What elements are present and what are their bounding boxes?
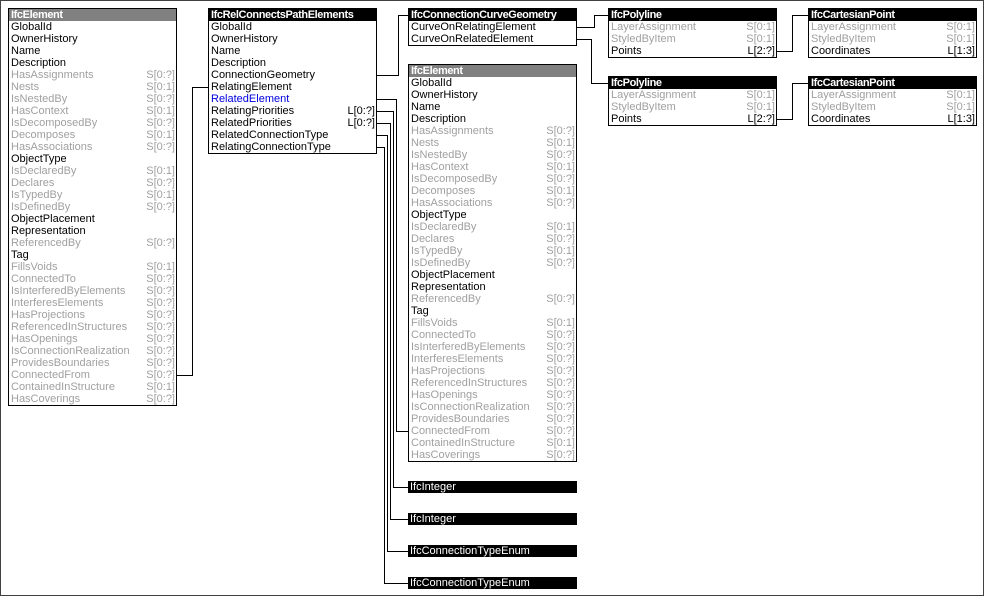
attribute-name: HasContext [11, 105, 69, 117]
attribute-name: OwnerHistory [11, 33, 78, 45]
connector-points-2 [776, 84, 808, 120]
attribute-name: ReferencedBy [411, 293, 481, 305]
connector-points-1 [776, 16, 808, 52]
attribute-name: StyledByItem [611, 33, 676, 45]
attribute-name: RelatingConnectionType [211, 141, 331, 153]
attribute-name: RelatingElement [211, 81, 292, 93]
attribute-cardinality: S[0:1] [546, 245, 575, 257]
attribute-cardinality: S[0:1] [946, 101, 975, 113]
attribute-name: Decomposes [411, 185, 476, 197]
attribute-name: IsDefinedBy [11, 201, 71, 213]
attribute-cardinality: S[0:1] [546, 437, 575, 449]
attribute-row[interactable] [409, 257, 576, 269]
attribute-row[interactable] [409, 401, 576, 413]
attribute-cardinality: S[0:?] [146, 69, 175, 81]
type-box-ifcinteger-1[interactable]: IfcInteger [408, 481, 577, 493]
attribute-cardinality: L[1:3] [947, 45, 975, 57]
attribute-cardinality: S[0:?] [146, 177, 175, 189]
attribute-name: ConnectionGeometry [211, 69, 315, 81]
attribute-name: OwnerHistory [411, 89, 478, 101]
attribute-row[interactable] [609, 89, 776, 101]
entity-title[interactable]: IfcPolyline [609, 9, 776, 21]
attribute-cardinality: S[0:?] [546, 341, 575, 353]
attribute-row[interactable] [409, 137, 576, 149]
entity-box-ifcelement-left[interactable] [8, 8, 177, 406]
attribute-row[interactable] [209, 105, 376, 117]
attribute-name: Description [211, 57, 267, 69]
entity-title[interactable]: IfcElement [9, 9, 176, 21]
attribute-row[interactable] [609, 45, 776, 57]
attribute-row[interactable] [409, 413, 576, 425]
attribute-row[interactable] [209, 129, 376, 141]
attribute-name: IsDecomposedBy [11, 117, 98, 129]
attribute-name: ReferencedInStructures [411, 377, 528, 389]
attribute-cardinality: S[0:?] [146, 309, 175, 321]
attribute-name: CurveOnRelatingElement [411, 21, 536, 33]
attribute-name: Points [611, 113, 642, 125]
attribute-row[interactable] [209, 21, 376, 33]
attribute-row[interactable] [409, 245, 576, 257]
attribute-name: ContainedInStructure [411, 437, 515, 449]
attribute-row[interactable] [9, 285, 176, 297]
attribute-cardinality: S[0:?] [546, 389, 575, 401]
attribute-row[interactable] [409, 377, 576, 389]
attribute-row[interactable] [209, 141, 376, 153]
attribute-name: RelatedConnectionType [211, 129, 329, 141]
attribute-name: HasAssignments [11, 69, 94, 81]
attribute-cardinality: L[1:3] [947, 113, 975, 125]
attribute-cardinality: S[0:1] [146, 105, 175, 117]
attribute-name: IsTypedBy [11, 189, 63, 201]
attribute-cardinality: S[0:1] [946, 21, 975, 33]
attribute-row[interactable] [409, 149, 576, 161]
attribute-name: ConnectedTo [11, 273, 76, 285]
attribute-name: ObjectType [411, 209, 467, 221]
attribute-name: RelatedPriorities [211, 117, 292, 129]
attribute-cardinality: S[0:1] [146, 261, 175, 273]
attribute-row[interactable] [9, 225, 176, 237]
attribute-row[interactable] [9, 81, 176, 93]
attribute-row[interactable] [9, 153, 176, 165]
attribute-name: OwnerHistory [211, 33, 278, 45]
connector-connection-geometry [376, 16, 408, 76]
attribute-name: Representation [11, 225, 86, 237]
attribute-cardinality: S[0:?] [146, 357, 175, 369]
attribute-row[interactable] [409, 161, 576, 173]
attribute-row[interactable] [9, 261, 176, 273]
entity-title[interactable]: IfcConnectionCurveGeometry [409, 9, 576, 21]
attribute-name: HasProjections [411, 365, 485, 377]
entity-title[interactable]: IfcElement [409, 65, 576, 77]
attribute-cardinality: S[0:?] [546, 233, 575, 245]
attribute-name: HasAssociations [411, 197, 493, 209]
attribute-cardinality: S[0:?] [546, 257, 575, 269]
attribute-row[interactable] [9, 165, 176, 177]
attribute-cardinality: S[0:1] [146, 165, 175, 177]
entity-box-ifcrelconnectspathelements[interactable] [208, 8, 377, 154]
attribute-cardinality: S[0:?] [146, 297, 175, 309]
attribute-row[interactable] [9, 141, 176, 153]
attribute-row[interactable] [609, 21, 776, 33]
attribute-row[interactable] [409, 173, 576, 185]
attribute-row[interactable] [209, 57, 376, 69]
attribute-row[interactable] [409, 425, 576, 437]
attribute-row[interactable] [409, 185, 576, 197]
attribute-name: IsDeclaredBy [411, 221, 477, 233]
attribute-row[interactable] [9, 45, 176, 57]
attribute-row[interactable] [809, 45, 976, 57]
attribute-cardinality: S[0:1] [146, 381, 175, 393]
attribute-name: ReferencedInStructures [11, 321, 128, 333]
entity-box-ifcelement-right[interactable] [408, 64, 577, 462]
attribute-name: InterferesElements [11, 297, 104, 309]
attribute-row[interactable] [409, 233, 576, 245]
attribute-name: ReferencedBy [11, 237, 81, 249]
attribute-cardinality: L[0:?] [347, 117, 375, 129]
attribute-row[interactable] [9, 201, 176, 213]
attribute-name: IsNestedBy [11, 93, 68, 105]
attribute-row[interactable] [9, 369, 176, 381]
type-box-ifcinteger-2[interactable]: IfcInteger [408, 513, 577, 525]
attribute-name: LayerAssignment [611, 21, 696, 33]
attribute-cardinality: S[0:?] [546, 293, 575, 305]
attribute-name: Name [11, 45, 41, 57]
attribute-name: ConnectedFrom [11, 369, 90, 381]
attribute-name: ConnectedFrom [411, 425, 490, 437]
attribute-name: ObjectPlacement [11, 213, 95, 225]
attribute-name: Nests [11, 81, 40, 93]
attribute-name: HasOpenings [411, 389, 478, 401]
attribute-name: StyledByItem [611, 101, 676, 113]
attribute-row[interactable] [609, 33, 776, 45]
attribute-row[interactable] [809, 113, 976, 125]
attribute-cardinality: S[0:1] [546, 185, 575, 197]
attribute-row[interactable] [809, 33, 976, 45]
attribute-row[interactable] [409, 341, 576, 353]
entity-title[interactable]: IfcRelConnectsPathElements [209, 9, 376, 21]
attribute-cardinality: S[0:?] [546, 149, 575, 161]
attribute-cardinality: S[0:?] [546, 329, 575, 341]
attribute-cardinality: S[0:?] [546, 173, 575, 185]
attribute-name: RelatedElement [211, 93, 290, 105]
attribute-row[interactable] [409, 33, 576, 45]
attribute-row[interactable] [409, 389, 576, 401]
entity-box-ifccartesianpoint-1[interactable] [808, 8, 977, 58]
attribute-cardinality: S[0:?] [546, 365, 575, 377]
attribute-row[interactable] [209, 45, 376, 57]
connector-relating-connection-type [376, 148, 408, 584]
attribute-name: ProvidesBoundaries [411, 413, 510, 425]
attribute-cardinality: S[0:?] [146, 369, 175, 381]
attribute-cardinality: S[0:1] [746, 33, 775, 45]
attribute-cardinality: S[0:?] [146, 345, 175, 357]
type-box-ifcconnectiontypeenum-2[interactable]: IfcConnectionTypeEnum [408, 577, 577, 589]
attribute-row[interactable] [209, 69, 376, 81]
attribute-row[interactable] [809, 89, 976, 101]
attribute-name: IsDeclaredBy [11, 165, 77, 177]
attribute-name: InterferesElements [411, 353, 504, 365]
attribute-cardinality: S[0:?] [546, 401, 575, 413]
attribute-name: GlobalId [411, 77, 452, 89]
attribute-cardinality: S[0:1] [146, 81, 175, 93]
attribute-row[interactable] [409, 21, 576, 33]
entity-box-ifcpolyline-2[interactable] [608, 76, 777, 126]
entity-box-ifcconnectioncurvegeometry[interactable] [408, 8, 577, 46]
attribute-row[interactable] [209, 93, 376, 105]
attribute-name: RelatingPriorities [211, 105, 295, 117]
attribute-row[interactable] [409, 113, 576, 125]
attribute-row[interactable] [409, 269, 576, 281]
attribute-row[interactable] [9, 117, 176, 129]
entity-title[interactable]: IfcCartesianPoint [809, 77, 976, 89]
attribute-name: IsTypedBy [411, 245, 463, 257]
attribute-row[interactable] [9, 213, 176, 225]
attribute-row[interactable] [409, 437, 576, 449]
attribute-cardinality: S[0:?] [546, 413, 575, 425]
attribute-row[interactable] [9, 249, 176, 261]
attribute-cardinality: S[0:1] [546, 317, 575, 329]
entity-box-ifcpolyline-1[interactable] [608, 8, 777, 58]
attribute-cardinality: S[0:?] [546, 449, 575, 461]
attribute-row[interactable] [9, 57, 176, 69]
attribute-name: IsNestedBy [411, 149, 468, 161]
attribute-cardinality: L[2:?] [747, 45, 775, 57]
connector-curve-relating [576, 16, 608, 28]
attribute-name: Declares [411, 233, 455, 245]
connector-related-element [376, 100, 408, 432]
attribute-cardinality: S[0:?] [546, 377, 575, 389]
attribute-cardinality: S[0:?] [546, 353, 575, 365]
attribute-row[interactable] [809, 21, 976, 33]
attribute-cardinality: S[0:?] [146, 117, 175, 129]
attribute-name: FillsVoids [11, 261, 58, 273]
attribute-row[interactable] [9, 33, 176, 45]
attribute-cardinality: S[0:1] [546, 137, 575, 149]
attribute-row[interactable] [9, 345, 176, 357]
attribute-name: ConnectedTo [411, 329, 476, 341]
attribute-name: Coordinates [811, 45, 871, 57]
attribute-cardinality: S[0:?] [546, 125, 575, 137]
attribute-row[interactable] [9, 393, 176, 405]
attribute-row[interactable] [9, 93, 176, 105]
attribute-cardinality: S[0:1] [746, 89, 775, 101]
attribute-name: Coordinates [811, 113, 871, 125]
attribute-name: ObjectPlacement [411, 269, 495, 281]
attribute-name: ContainedInStructure [11, 381, 115, 393]
attribute-cardinality: S[0:1] [946, 89, 975, 101]
attribute-row[interactable] [9, 333, 176, 345]
attribute-name: StyledByItem [811, 33, 876, 45]
attribute-name: HasAssociations [11, 141, 93, 153]
attribute-row[interactable] [9, 321, 176, 333]
attribute-cardinality: S[0:?] [146, 393, 175, 405]
attribute-cardinality: S[0:1] [546, 221, 575, 233]
attribute-cardinality: S[0:1] [946, 33, 975, 45]
attribute-name: Name [211, 45, 241, 57]
attribute-row[interactable] [9, 357, 176, 369]
attribute-name: IsInterferedByElements [411, 341, 526, 353]
attribute-name: LayerAssignment [611, 89, 696, 101]
attribute-name: LayerAssignment [811, 89, 896, 101]
attribute-cardinality: L[2:?] [747, 113, 775, 125]
attribute-name: GlobalId [11, 21, 52, 33]
attribute-name: HasOpenings [11, 333, 78, 345]
attribute-cardinality: S[0:?] [146, 201, 175, 213]
attribute-row[interactable] [9, 381, 176, 393]
type-box-ifcconnectiontypeenum-1[interactable]: IfcConnectionTypeEnum [408, 545, 577, 557]
attribute-row[interactable] [409, 89, 576, 101]
attribute-row[interactable] [9, 309, 176, 321]
attribute-row[interactable] [409, 197, 576, 209]
attribute-cardinality: S[0:?] [146, 321, 175, 333]
attribute-name: IsDecomposedBy [411, 173, 498, 185]
attribute-cardinality: S[0:?] [546, 197, 575, 209]
attribute-name: Description [11, 57, 67, 69]
attribute-name: StyledByItem [811, 101, 876, 113]
connector-related-priorities [376, 124, 408, 520]
attribute-name: ProvidesBoundaries [11, 357, 110, 369]
attribute-row[interactable] [9, 297, 176, 309]
attribute-cardinality: S[0:1] [146, 189, 175, 201]
attribute-name: Description [411, 113, 467, 125]
attribute-cardinality: S[0:?] [146, 141, 175, 153]
attribute-cardinality: S[0:?] [146, 273, 175, 285]
attribute-cardinality: S[0:?] [546, 425, 575, 437]
attribute-cardinality: S[0:?] [146, 93, 175, 105]
attribute-name: ObjectType [11, 153, 67, 165]
entity-title[interactable]: IfcCartesianPoint [809, 9, 976, 21]
attribute-row[interactable] [409, 221, 576, 233]
entity-title[interactable]: IfcPolyline [609, 77, 776, 89]
attribute-row[interactable] [409, 317, 576, 329]
attribute-row[interactable] [9, 69, 176, 81]
attribute-row[interactable] [409, 281, 576, 293]
attribute-row[interactable] [409, 209, 576, 221]
attribute-name: Tag [11, 249, 29, 261]
attribute-row[interactable] [409, 365, 576, 377]
attribute-name: Decomposes [11, 129, 76, 141]
attribute-cardinality: S[0:?] [146, 285, 175, 297]
attribute-row[interactable] [409, 353, 576, 365]
attribute-row[interactable] [9, 105, 176, 117]
attribute-name: Tag [411, 305, 429, 317]
attribute-row[interactable] [809, 101, 976, 113]
attribute-row[interactable] [9, 189, 176, 201]
attribute-row[interactable] [609, 101, 776, 113]
attribute-row[interactable] [409, 329, 576, 341]
attribute-cardinality: S[0:1] [546, 161, 575, 173]
attribute-row[interactable] [409, 293, 576, 305]
attribute-row[interactable] [9, 21, 176, 33]
attribute-row[interactable] [209, 33, 376, 45]
attribute-cardinality: S[0:?] [146, 237, 175, 249]
attribute-name: IsConnectionRealization [11, 345, 130, 357]
attribute-name: IsDefinedBy [411, 257, 471, 269]
attribute-row[interactable] [209, 117, 376, 129]
attribute-name: Declares [11, 177, 55, 189]
attribute-name: Points [611, 45, 642, 57]
connector-left-element [177, 88, 209, 376]
attribute-name: HasCoverings [411, 449, 481, 461]
attribute-row[interactable] [409, 77, 576, 89]
attribute-name: FillsVoids [411, 317, 458, 329]
attribute-name: Nests [411, 137, 440, 149]
attribute-cardinality: S[0:?] [146, 333, 175, 345]
attribute-row[interactable] [9, 177, 176, 189]
attribute-name: GlobalId [211, 21, 252, 33]
attribute-name: CurveOnRelatedElement [411, 33, 534, 45]
attribute-row[interactable] [609, 113, 776, 125]
attribute-cardinality: S[0:1] [746, 101, 775, 113]
attribute-row[interactable] [409, 125, 576, 137]
attribute-row[interactable] [9, 129, 176, 141]
attribute-cardinality: S[0:1] [146, 129, 175, 141]
attribute-name: Representation [411, 281, 486, 293]
attribute-row[interactable] [9, 273, 176, 285]
attribute-name: Name [411, 101, 441, 113]
connector-curve-related [576, 40, 608, 84]
attribute-row[interactable] [409, 449, 576, 461]
attribute-row[interactable] [9, 237, 176, 249]
attribute-name: IsConnectionRealization [411, 401, 530, 413]
attribute-name: HasProjections [11, 309, 85, 321]
attribute-name: HasCoverings [11, 393, 81, 405]
attribute-row[interactable] [409, 305, 576, 317]
attribute-row[interactable] [209, 81, 376, 93]
attribute-cardinality: S[0:1] [746, 21, 775, 33]
attribute-name: HasAssignments [411, 125, 494, 137]
connector-related-connection-type [376, 136, 408, 552]
attribute-cardinality: L[0:?] [347, 105, 375, 117]
attribute-name: HasContext [411, 161, 469, 173]
attribute-name: IsInterferedByElements [11, 285, 126, 297]
attribute-row[interactable] [409, 101, 576, 113]
attribute-name: LayerAssignment [811, 21, 896, 33]
entity-box-ifccartesianpoint-2[interactable] [808, 76, 977, 126]
